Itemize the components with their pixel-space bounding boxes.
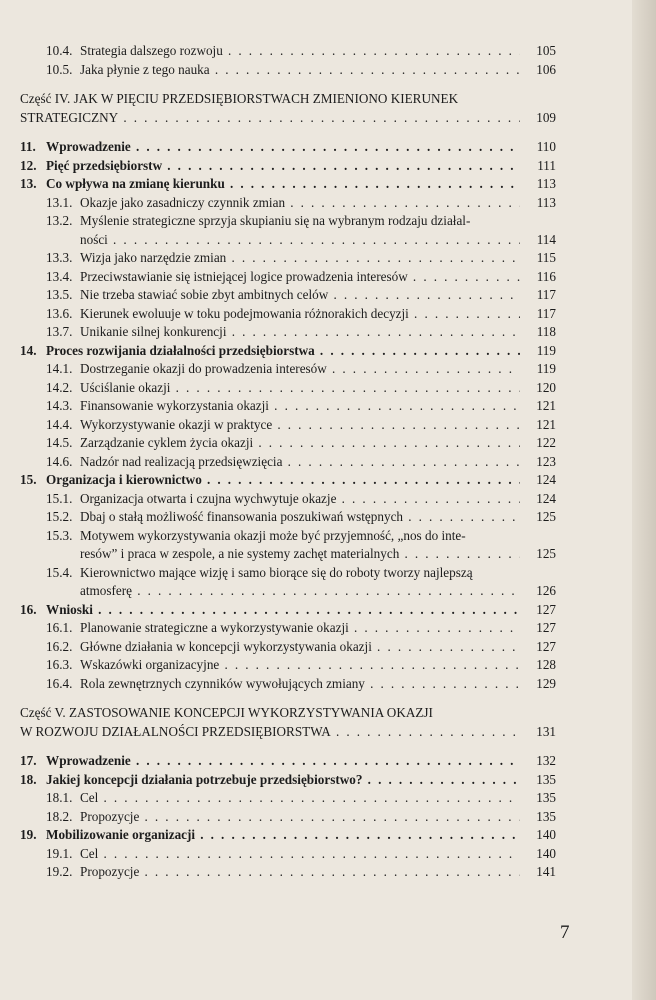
toc-entry-number: 10.5. bbox=[46, 61, 73, 77]
toc-page-number: 135 bbox=[536, 771, 556, 787]
toc-entry-title: Pięć przedsiębiorstw bbox=[46, 157, 163, 173]
page-edge-shadow bbox=[632, 0, 656, 1000]
toc-entry-title: Motywem wykorzystywania okazji może być przyjemność, „nos do inte- bbox=[80, 527, 466, 543]
toc-entry-title: Uściślanie okazji bbox=[80, 379, 171, 395]
toc-page-number: 140 bbox=[536, 827, 556, 842]
toc-chapter bbox=[20, 342, 556, 361]
toc-entry bbox=[20, 545, 556, 564]
toc-page-number: 125 bbox=[536, 546, 556, 561]
toc-entry bbox=[20, 863, 556, 882]
toc-entry-title: W ROZWOJU DZIAŁALNOŚCI PRZEDSIĘBIORSTWA bbox=[20, 723, 331, 739]
toc-entry bbox=[20, 231, 556, 250]
toc-page-number: 111 bbox=[537, 157, 556, 173]
toc-entry bbox=[20, 249, 556, 268]
toc-chapter bbox=[20, 157, 556, 176]
toc-entry-title: Dbaj o stałą możliwość finansowania poszukiwań wstępnych bbox=[80, 509, 404, 524]
toc-entry-number: 13.3. bbox=[46, 250, 73, 265]
toc-entry bbox=[20, 416, 556, 435]
toc-entry-number: 14.5. bbox=[46, 435, 73, 450]
toc-page-number: 126 bbox=[536, 583, 556, 598]
toc-page-number: 115 bbox=[536, 250, 556, 265]
toc-page-number: 129 bbox=[536, 675, 556, 691]
toc-page-number: 127 bbox=[536, 601, 556, 617]
toc-entry-title: Proces rozwijania działalności przedsiębiorstwa bbox=[46, 342, 315, 358]
toc-entry bbox=[20, 508, 556, 527]
toc-entry bbox=[20, 323, 556, 342]
toc-chapter bbox=[20, 138, 556, 157]
toc-entry-number: 13. bbox=[20, 176, 37, 191]
toc-entry-title: Wnioski bbox=[46, 601, 93, 617]
toc-entry-number: 15.2. bbox=[46, 509, 73, 524]
toc-entry-number: 10.4. bbox=[46, 43, 73, 58]
toc-page-number: 140 bbox=[536, 845, 556, 861]
toc-entry-number: 18. bbox=[20, 771, 37, 787]
toc-entry-number: 14.6. bbox=[46, 453, 73, 469]
toc-entry bbox=[20, 397, 556, 416]
toc-entry-number: 15.1. bbox=[46, 490, 73, 506]
toc-entry-title: atmosferę bbox=[80, 583, 132, 598]
toc-entry-title: Nadzór nad realizacją przedsięwzięcia bbox=[80, 453, 283, 469]
toc-entry-title: Kierownictwo mające wizję i samo biorące się do roboty tworzy najlepszą bbox=[80, 564, 473, 580]
toc-page-number: 125 bbox=[536, 509, 556, 524]
toc-chapter bbox=[20, 175, 556, 194]
toc-entry bbox=[20, 789, 556, 808]
toc-entry bbox=[20, 286, 556, 305]
toc-page-number: 119 bbox=[536, 342, 556, 358]
toc-page-number: 109 bbox=[536, 109, 556, 125]
toc-entry-title: Część V. ZASTOSOWANIE KONCEPCJI WYKORZYSTYWANIA OKAZJI bbox=[20, 705, 433, 720]
toc-entry-number: 16. bbox=[20, 601, 37, 617]
toc-chapter bbox=[20, 601, 556, 620]
toc-entry bbox=[20, 564, 556, 583]
toc-chapter bbox=[20, 771, 556, 790]
toc-chapter bbox=[20, 752, 556, 771]
toc-entry-number: 19.2. bbox=[46, 864, 73, 879]
toc-entry-title: Propozycje bbox=[80, 808, 140, 824]
toc-page-number: 110 bbox=[536, 139, 556, 154]
toc-entry bbox=[20, 638, 556, 657]
toc-entry-title: Nie trzeba stawiać sobie zbyt ambitnych celów bbox=[80, 287, 329, 302]
toc-entry-number: 16.4. bbox=[46, 675, 73, 691]
toc-page-number: 127 bbox=[536, 620, 556, 635]
toc-page-number: 128 bbox=[536, 657, 556, 672]
toc-entry-title: Co wpływa na zmianę kierunku bbox=[46, 176, 225, 191]
toc-page-number: 118 bbox=[536, 324, 556, 339]
toc-entry bbox=[20, 194, 556, 213]
toc-entry-number: 17. bbox=[20, 753, 37, 768]
toc-entry-number: 18.2. bbox=[46, 808, 73, 824]
toc-entry-title: Okazje jako zasadniczy czynnik zmian bbox=[80, 194, 286, 210]
toc-entry-title: Wizja jako narzędzie zmian bbox=[80, 250, 227, 265]
toc-page-number: 121 bbox=[536, 398, 556, 413]
toc-entry-number: 11. bbox=[20, 139, 36, 154]
toc-part bbox=[20, 723, 556, 742]
table-of-contents bbox=[20, 42, 556, 882]
toc-entry-title: Strategia dalszego rozwoju bbox=[80, 43, 223, 58]
toc-entry-title: Jakiej koncepcji działania potrzebuje przedsiębiorstwo? bbox=[46, 771, 363, 787]
toc-entry-title: Jaka płynie z tego nauka bbox=[80, 61, 210, 77]
toc-page-number: 131 bbox=[536, 723, 556, 739]
toc-entry-number: 14.2. bbox=[46, 379, 73, 395]
toc-entry-number: 19.1. bbox=[46, 845, 73, 861]
toc-entry-number: 12. bbox=[20, 157, 37, 173]
toc-part bbox=[20, 704, 556, 723]
toc-entry-number: 16.1. bbox=[46, 620, 73, 635]
toc-page-number: 113 bbox=[536, 194, 556, 210]
toc-entry-number: 19. bbox=[20, 827, 37, 842]
toc-entry bbox=[20, 675, 556, 694]
toc-entry-title: STRATEGICZNY bbox=[20, 109, 119, 125]
toc-entry-title: Cel bbox=[80, 790, 99, 805]
toc-entry-title: Wskazówki organizacyjne bbox=[80, 657, 220, 672]
toc-entry-title: Dostrzeganie okazji do prowadzenia interesów bbox=[80, 361, 327, 376]
toc-page-number: 123 bbox=[536, 453, 556, 469]
toc-entry bbox=[20, 61, 556, 80]
page-number: 7 bbox=[560, 922, 570, 943]
toc-entry bbox=[20, 845, 556, 864]
toc-page-number: 124 bbox=[536, 472, 556, 487]
toc-entry-title: resów” i praca w zespole, a nie systemy zachęt materialnych bbox=[80, 546, 400, 561]
toc-entry-number: 18.1. bbox=[46, 790, 73, 805]
toc-page-number: 114 bbox=[536, 231, 556, 247]
toc-entry bbox=[20, 490, 556, 509]
toc-entry-number: 13.4. bbox=[46, 268, 73, 284]
toc-chapter bbox=[20, 826, 556, 845]
toc-page-number: 135 bbox=[536, 808, 556, 824]
toc-page-number: 121 bbox=[536, 416, 556, 432]
toc-entry bbox=[20, 527, 556, 546]
toc-page-number: 141 bbox=[536, 864, 556, 879]
toc-entry-number: 13.7. bbox=[46, 324, 73, 339]
toc-page-number: 135 bbox=[536, 790, 556, 805]
toc-entry-title: Cel bbox=[80, 845, 99, 861]
toc-entry-title: Organizacja otwarta i czujna wychwytuje okazje bbox=[80, 490, 337, 506]
toc-entry bbox=[20, 619, 556, 638]
toc-entry-title: Myślenie strategiczne sprzyja skupianiu się na wybranym rodzaju działal- bbox=[80, 213, 471, 228]
toc-entry-number: 15.4. bbox=[46, 564, 73, 580]
toc-entry-title: Kierunek ewoluuje w toku podejmowania różnorakich decyzji bbox=[80, 305, 409, 321]
toc-chapter bbox=[20, 471, 556, 490]
toc-entry-number: 15. bbox=[20, 472, 37, 487]
toc-entry-title: Główne działania w koncepcji wykorzystywania okazji bbox=[80, 638, 372, 654]
toc-entry-title: Finansowanie wykorzystania okazji bbox=[80, 398, 269, 413]
toc-entry-number: 13.6. bbox=[46, 305, 73, 321]
toc-entry-number: 14.4. bbox=[46, 416, 73, 432]
toc-entry-number: 13.5. bbox=[46, 287, 73, 302]
toc-page-number: 119 bbox=[536, 361, 556, 376]
toc-entry-number: 13.2. bbox=[46, 213, 73, 228]
toc-entry bbox=[20, 379, 556, 398]
toc-entry bbox=[20, 434, 556, 453]
toc-page-number: 106 bbox=[536, 61, 556, 77]
toc-part bbox=[20, 90, 556, 109]
toc-entry-number: 16.3. bbox=[46, 657, 73, 672]
toc-entry-title: Mobilizowanie organizacji bbox=[46, 827, 196, 842]
toc-part bbox=[20, 109, 556, 128]
toc-entry bbox=[20, 656, 556, 675]
toc-entry-title: Część IV. JAK W PIĘCIU PRZEDSIĘBIORSTWACH ZMIENIONO KIERUNEK bbox=[20, 91, 459, 106]
toc-entry-title: Organizacja i kierownictwo bbox=[46, 472, 202, 487]
toc-entry-title: Unikanie silnej konkurencji bbox=[80, 324, 227, 339]
toc-page-number: 117 bbox=[536, 305, 556, 321]
toc-entry bbox=[20, 268, 556, 287]
toc-entry-title: Wprowadzenie bbox=[46, 139, 131, 154]
toc-entry-number: 13.1. bbox=[46, 194, 73, 210]
toc-entry-number: 15.3. bbox=[46, 527, 73, 543]
toc-entry-number: 14.1. bbox=[46, 361, 73, 376]
toc-entry-number: 14.3. bbox=[46, 398, 73, 413]
toc-entry-number: 14. bbox=[20, 342, 37, 358]
toc-entry-title: Wykorzystywanie okazji w praktyce bbox=[80, 416, 273, 432]
toc-entry-title: ności bbox=[80, 231, 108, 247]
toc-entry bbox=[20, 453, 556, 472]
toc-entry-title: Rola zewnętrznych czynników wywołujących zmiany bbox=[80, 675, 365, 691]
toc-entry bbox=[20, 582, 556, 601]
toc-entry bbox=[20, 212, 556, 231]
toc-entry-title: Planowanie strategiczne a wykorzystywanie okazji bbox=[80, 620, 349, 635]
toc-page-number: 122 bbox=[536, 435, 556, 450]
toc-entry-title: Zarządzanie cyklem życia okazji bbox=[80, 435, 254, 450]
toc-page-number: 105 bbox=[536, 43, 556, 58]
toc-entry-title: Propozycje bbox=[80, 864, 140, 879]
toc-page-number: 116 bbox=[536, 268, 556, 284]
toc-entry bbox=[20, 305, 556, 324]
toc-entry-title: Wprowadzenie bbox=[46, 753, 131, 768]
toc-entry bbox=[20, 360, 556, 379]
toc-entry bbox=[20, 42, 556, 61]
toc-page-number: 124 bbox=[536, 490, 556, 506]
toc-page-number: 132 bbox=[536, 753, 556, 768]
toc-entry bbox=[20, 808, 556, 827]
toc-page-number: 117 bbox=[536, 287, 556, 302]
toc-entry-title: Przeciwstawianie się istniejącej logice prowadzenia interesów bbox=[80, 268, 408, 284]
toc-page-number: 127 bbox=[536, 638, 556, 654]
toc-page-number: 113 bbox=[536, 176, 556, 191]
toc-page-number: 120 bbox=[536, 379, 556, 395]
toc-entry-number: 16.2. bbox=[46, 638, 73, 654]
